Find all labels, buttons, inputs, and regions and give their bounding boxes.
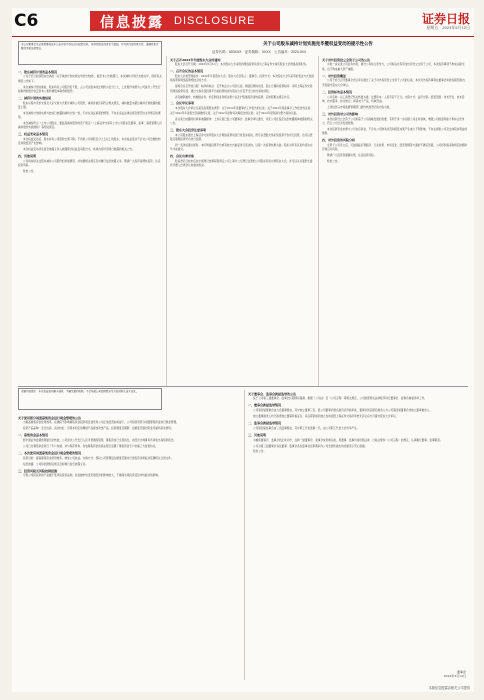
- article-heading: 三、股东大会投票注意事项: [170, 127, 207, 132]
- article-paragraph: 公司于近日召开董事会会议审议通过了关于对外投资设立全资子公司的议案，本次对外投资事项在董事会审批权限范围内，无需提交股东大会审议。: [322, 79, 468, 87]
- article-paragraph: 投资产品品种：安全性高、流动性好、有保本约定的理财产品或存款类产品。投资额度及期限：在额度范围内资金可循环滚动使用。: [23, 427, 174, 431]
- highlight-box: 重要内容提示：本次权益变动属于减持，不触及要约收购，不会导致公司控股股东及实际控制人发生变化。: [18, 388, 162, 410]
- article-heading: 一、股东减持计划的基本情况: [18, 69, 58, 74]
- article-paragraph: 本次投资设立全资子公司是基于公司战略发展的需要，有利于进一步拓展公司业务领域，增强公司的盈利能力和综合竞争力，符合公司长远发展规划。: [322, 117, 465, 125]
- announcement-subtitle: 证券代码：603XXX 证券简称：XXXX 公告编号：2023-0XX: [212, 50, 307, 54]
- column-3: [322, 56, 468, 386]
- article-paragraph: 股权登记日收市后在中国登记结算有限责任公司上海分公司登记在册的公司股东有权出席股东大会，并可以以书面形式委托代理人出席会议和参加表决。: [170, 159, 313, 168]
- article-paragraph: 敬请广大投资者谨慎决策，注意投资风险。: [327, 153, 377, 157]
- article-heading: 关于使用部分闲置募集资金进行现金管理的公告: [18, 415, 82, 420]
- article-paragraph: 本次减持计划的实施与此前已披露的减持计划一致，不存在违反承诺的情形，不存在违反法律法规及规范性文件规定的情形。: [18, 111, 161, 120]
- article-paragraph: 为确保董事会、监事会的正常运作，在新一届董事会、监事会成员就任前，原董事、监事仍将依照法律、行政法规和《公司章程》的规定，认真履行董事、监事职责。: [253, 438, 443, 442]
- column-2: [170, 56, 314, 386]
- lower-right-article: [248, 390, 468, 670]
- article-paragraph: 股东大会召开日期：2023年5月31日，本次股东大会采用的网络投票系统为上海证券交易所股东大会网络投票系统。: [175, 63, 309, 67]
- announcement-title: 关于公司股东减持计划实施完毕暨权益变动的提示性公告: [263, 42, 373, 47]
- article-paragraph: 各议案已披露的时间和披露媒体：上述议案已经公司董事会、监事会审议通过，详见公司在指定信息披露媒体披露的相关公告。: [170, 117, 313, 125]
- article-heading: 一、对外投资概述: [322, 73, 347, 78]
- article-paragraph: 公司名称：以工商登记机关核准为准。注册资本：人民币若干万元。出资方式：货币出资。经营范围：技术开发、技术咨询、技术服务、技术转让；销售电子产品、机械设备。: [322, 95, 465, 103]
- article-heading: 一、董事会换届选举情况: [248, 403, 282, 408]
- article-heading: 二、减持计划的实施结果: [18, 95, 52, 100]
- article-paragraph: 全资子公司设立后，可能面临宏观经济、行业政策、市场变化、经营管理等方面的不确定因素，公司将积极采取相应措施防范和应对风险。: [322, 143, 468, 152]
- article-paragraph: 特此公告。: [327, 159, 340, 163]
- disclaimer-box: 本公司董事会及全体董事保证本公告内容不存在任何虚假记载、误导性陈述或者重大遗漏，并对其内容的真实性、准确性和完整性承担法律责任。: [18, 41, 162, 65]
- article-heading: 一、召开会议的基本情况: [170, 69, 204, 74]
- section-title-en: DISCLOSURE: [174, 15, 256, 27]
- article-paragraph: 独立董事候选人均已取得独立董事资格证书，其任职资格和独立性尚需经上海证券交易所审核无异议后方可提交股东大会审议。: [253, 415, 399, 419]
- article-heading: 关于董事会、监事会换届选举的公告: [248, 391, 297, 396]
- article-heading: 一、募集资金基本情况: [18, 433, 49, 438]
- article-paragraph: 本公司股东通过上海证券交易所股东大会网络投票系统行使表决权的，既可以登陆交易系统投票平台进行投票，也可以登陆互联网投票平台进行投票。: [170, 133, 313, 141]
- article-paragraph: 公司已对募集资金进行了专户存储，并与保荐机构、存放募集资金的商业银行签署了募集资金专户存储三方监管协议。: [23, 444, 158, 448]
- article-paragraph: 现场会议召开的日期、时间和地点：召开地点为公司会议室。网络投票的系统、起止日期和投票时间：采用上海证券交易所网络投票系统，通过交易系统投票平台的投票时间为股东大会召开当日的交易时间段。: [170, 85, 313, 93]
- article-paragraph: 投资目的：提高募集资金使用效率，增加公司收益。实施方式：授权公司管理层在额度范围内行使投资决策权并签署相关合同文件。: [23, 456, 174, 460]
- article-heading: 二、监事会换届选举情况: [248, 420, 282, 425]
- article-paragraph: 本次减持符合《上市公司股东、董监高减持股份的若干规定》《上海证券交易所上市公司股东及董事、监事、高级管理人员减持股份实施细则》等相关规定。: [18, 122, 162, 130]
- article-heading: 三、其他说明: [248, 432, 267, 437]
- issue-meta: [423, 25, 470, 31]
- article-paragraph: 上述信息以市场监督管理部门最终核准登记的内容为准。: [327, 105, 392, 109]
- article-heading: 四、对外投资的风险分析: [322, 137, 356, 142]
- article-heading: 关于召开2022年年度股东大会的通知: [170, 57, 221, 62]
- column-1: [18, 68, 162, 384]
- article-paragraph: 股东大会类型和届次：2022年年度股东大会。股东大会召集人：董事会。投票方式：本次股东大会所采用的表决方式是现场投票和网络投票相结合的方式。: [170, 75, 314, 83]
- article-paragraph: 公司于近日收到股东出具的《关于减持计划实施完毕的告知函》，截至本公告披露日，本次减持计划已实施完毕，现将有关情况公告如下。: [18, 75, 162, 83]
- article-paragraph: 本次投资资金来源为公司自有资金，不会对公司财务状况和经营成果产生重大不利影响，不存在损害公司及全体股东利益的情形。: [322, 127, 468, 135]
- section-divider: [18, 386, 468, 387]
- article-heading: 二、投资标的基本情况: [322, 89, 353, 94]
- signature-block: [444, 670, 466, 678]
- article-paragraph: 本次权益变动后，股东持有公司股份比例下降，不再是公司持股百分之五以上的股东，本次权益变动不会对公司治理结构及持续经营产生影响。: [18, 138, 161, 146]
- article-paragraph: 经中国证券监督管理委员会核准，公司首次公开发行人民币普通股股票，募集资金已全部到位，并经会计师事务所审验出具验资报告。: [23, 439, 177, 443]
- article-paragraph: 鉴于公司第三届董事会、监事会任期即将届满，根据《公司法》及《公司章程》等相关规定，公司按照相关法律程序进行董事会、监事会换届选举工作。: [253, 397, 427, 401]
- article-paragraph: 特此公告。: [253, 450, 266, 454]
- column-divider: [166, 56, 167, 386]
- newspaper-logo: 证券日报: [421, 12, 470, 26]
- article-paragraph: 涉及融资融券、转融通业务、约定购回业务相关账户以及沪股通投资者的投票，应按照相关规定执行。: [175, 95, 292, 99]
- article-paragraph: 尽管公司拟投资的产品属于低风险投资品种，但金融市场受宏观经济的影响较大，不排除该项投资受到市场波动的影响。: [23, 474, 161, 478]
- article-paragraph: 为提高募集资金使用效率，在确保不影响募集资金投资项目建设和公司正常经营的前提下，公司拟使用部分闲置募集资金进行现金管理。: [23, 421, 179, 425]
- article-heading: 二、会议审议事项: [170, 101, 195, 106]
- signature-date: 2023年5月12日: [443, 674, 466, 678]
- article-paragraph: 本次股东大会审议议案及投票股东类型：关于2022年度董事会工作报告的议案；关于2022年度监事会工作报告的议案；关于2022年年度报告及摘要的议案；关于2022年度财务决算报告的议案；关于2022年度利润分配方案的议案。: [170, 107, 313, 115]
- issue-date: 2023年5月12日: [442, 25, 470, 30]
- section-banner: [90, 11, 280, 31]
- article-paragraph: 信息披露：公司将依据相关规定及时履行信息披露义务。: [23, 462, 88, 466]
- page-header: [12, 8, 474, 37]
- article-paragraph: 公司对第三届董事会各位董事、监事会各位监事在任职期间为公司发展所做出的贡献表示衷心感谢。: [253, 444, 368, 448]
- article-paragraph: 本次减持计划实施前，股东持有公司股份若干股，占公司总股本的比例约为百分之七，上述股份来源为公司首次公开发行前取得的股份以及资本公积转增股本取得的股份。: [18, 85, 161, 93]
- article-heading: 四、会议出席对象: [170, 153, 195, 158]
- article-paragraph: 公司第四届监事会由三名监事组成，其中职工代表监事一名，由公司职工代表大会选举产生。: [253, 426, 360, 430]
- section-title-cn: 信息披露: [100, 15, 164, 31]
- lower-left-article: [18, 414, 240, 680]
- article-paragraph: 本次权益变动涉及信息披露义务人披露简式权益变动报告书，具体内容详见同日披露的相关公告。: [23, 148, 135, 152]
- article-paragraph: 特此公告。: [23, 170, 36, 174]
- article-heading: 三、对外投资对公司的影响: [322, 111, 359, 116]
- signature-org: 董事会: [456, 670, 466, 674]
- page-number: C6: [14, 11, 39, 31]
- article-heading: 四、其他说明: [18, 154, 37, 159]
- article-heading: 三、投资风险及风险控制措施: [18, 468, 58, 473]
- article-heading: 三、权益变动基本情况: [18, 132, 49, 137]
- article-heading: 关于对外投资设立全资子公司的公告: [322, 57, 371, 62]
- article-paragraph: 同一表决权通过现场、本所网络投票平台或其他方式重复进行表决的，以第一次投票结果为准。股东对所有议案均表决完毕才能提交。: [170, 143, 313, 152]
- article-heading: 二、本次使用闲置募集资金进行现金管理的情况: [18, 450, 82, 455]
- article-paragraph: 公司将持续关注股东减持公司股份的进展情况，并依据相关规定及时履行信息披露义务，敬请广大投资者理性投资，注意投资风险。: [18, 160, 161, 168]
- article-paragraph: 为进一步完善公司业务布局，提升公司综合竞争力，公司拟以自有资金出资设立全资子公司，本次投资事项不构成关联交易，也不构成重大资产重组。: [322, 63, 465, 71]
- newspaper-page: [12, 8, 474, 692]
- article-paragraph: 公司第四届董事会由九名董事组成，其中独立董事三名。经公司董事会提名委员会资格审查，董事会同意提名候选人为公司第四届董事会非独立董事候选人。: [253, 409, 432, 413]
- column-divider: [244, 390, 245, 680]
- page-footer: 本版信息披露由相关公司提供: [428, 686, 470, 690]
- article-paragraph: 股东以集中竞价交易及大宗交易方式累计减持公司股份，减持价格区间符合相关规定，减持数量未超过减持计划披露的数量上限。: [18, 101, 161, 109]
- column-divider: [318, 56, 319, 386]
- issue-weekday: 星期五: [426, 25, 439, 30]
